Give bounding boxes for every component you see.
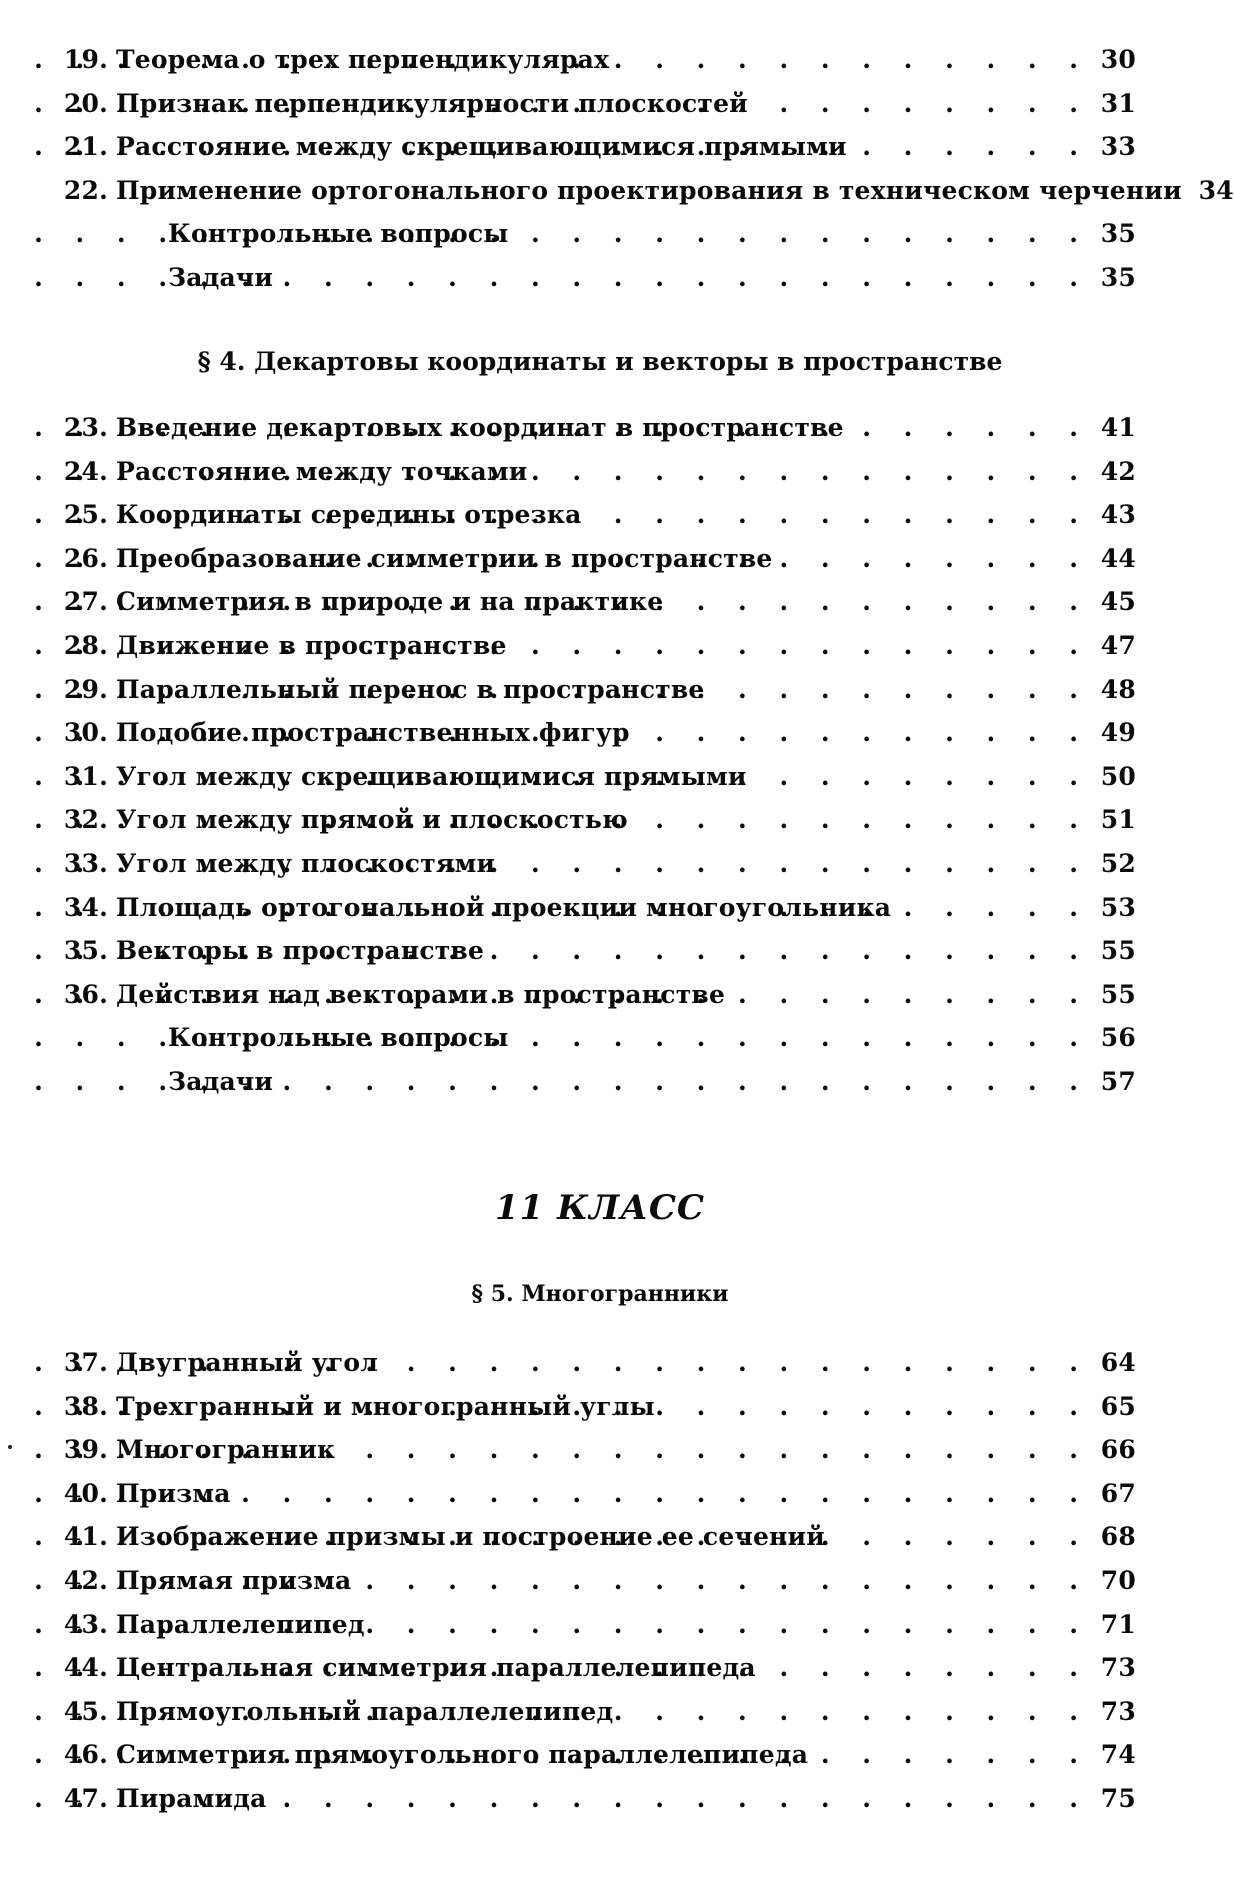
entry-title: Расстояние между скрещивающимися прямыми: [116, 132, 847, 162]
toc-block-sect5: [56, 1341, 1136, 1821]
entry-title: Векторы в пространстве: [116, 936, 485, 966]
entry-title: Пирамида: [116, 1783, 267, 1813]
toc-entry: [56, 973, 1136, 1017]
entry-page-number: 51: [1100, 805, 1136, 835]
dot-leader: [753, 755, 1090, 799]
entry-number: 38.: [63, 1391, 108, 1421]
entry-number: 45.: [63, 1696, 108, 1726]
entry-number: 27.: [63, 587, 108, 617]
entry-title: Параллельный перенос в пространстве: [116, 674, 705, 704]
entry-title: Прямая призма: [116, 1565, 352, 1595]
entry-page-number: 52: [1100, 848, 1136, 878]
entry-page-number: 55: [1100, 936, 1136, 966]
entry-number: 46.: [63, 1740, 108, 1770]
entry-page-number: 75: [1100, 1783, 1136, 1813]
entry-page-number: 49: [1100, 718, 1136, 748]
entry-number: 24.: [63, 456, 108, 486]
entry-page-number: 30: [1100, 45, 1136, 74]
entry-number: 23.: [63, 413, 108, 442]
dot-leader: [501, 842, 1090, 886]
entry-number: 28.: [63, 630, 108, 660]
entry-page-number: 57: [1100, 1066, 1136, 1096]
entry-page-number: 41: [1100, 413, 1136, 442]
dot-leader: [779, 537, 1090, 581]
toc-entry: [56, 1515, 1136, 1559]
entry-title: Введение декартовых координат в пространстве: [116, 413, 844, 442]
toc-entry: [56, 169, 1234, 213]
entry-number: 25.: [63, 500, 108, 530]
dot-leader: [669, 580, 1090, 624]
entry-number: 22.: [63, 175, 108, 205]
entry-page-number: 53: [1100, 892, 1136, 922]
entry-number: 44.: [63, 1653, 108, 1683]
entry-page-number: 34: [1198, 175, 1234, 205]
entry-title: Симметрия в природе и на практике: [116, 587, 664, 617]
dot-leader: [754, 82, 1090, 126]
toc-entry: [56, 624, 1136, 668]
dot-leader: [515, 212, 1090, 256]
entry-page-number: 68: [1100, 1522, 1136, 1552]
entry-page-number: 47: [1100, 630, 1136, 660]
dot-leader: [279, 256, 1090, 300]
toc-entry: [56, 1472, 1136, 1516]
entry-title: Центральная симметрия параллелепипеда: [116, 1653, 756, 1683]
dot-leader: [357, 1559, 1090, 1603]
entry-number: 35.: [63, 936, 108, 966]
entry-title: Двугранный угол: [116, 1348, 379, 1377]
entry-number: 33.: [63, 848, 108, 878]
entry-title: Расстояние между точками: [116, 456, 528, 486]
dot-leader: [619, 1690, 1090, 1734]
toc-entry: [56, 755, 1136, 799]
entry-title: Применение ортогонального проектирования в техническом черчении: [116, 175, 1182, 205]
toc-entry: [56, 1603, 1136, 1647]
entry-title: Трехгранный и многогранный углы: [116, 1391, 655, 1421]
dot-leader: [371, 1603, 1090, 1647]
dot-leader: [534, 450, 1090, 494]
entry-number: 29.: [63, 674, 108, 704]
dot-leader: [711, 668, 1090, 712]
entry-title: Угол между скрещивающимися прямыми: [116, 761, 747, 791]
entry-number: 31.: [63, 761, 108, 791]
entry-title: Многогранник: [116, 1435, 336, 1465]
class-heading: 11 КЛАСС: [495, 1188, 705, 1228]
toc-entry: [56, 1016, 1136, 1060]
entry-title: Прямоугольный параллелепипед: [116, 1696, 614, 1726]
dot-leader: [636, 711, 1090, 755]
toc-entry: [56, 580, 1136, 624]
toc-entry: [56, 886, 1136, 930]
entry-page-number: 35: [1100, 262, 1136, 292]
entry-title: Изображение призмы и построение ее сечений: [116, 1522, 826, 1552]
entry-page-number: 55: [1100, 979, 1136, 1009]
toc-entry: [56, 1646, 1136, 1690]
entry-page-number: 70: [1100, 1565, 1136, 1595]
toc-entry: [56, 1690, 1136, 1734]
entry-number: 30.: [63, 718, 108, 748]
toc-entry: [56, 842, 1136, 886]
dot-leader: [237, 1472, 1090, 1516]
toc-entry: [56, 1559, 1136, 1603]
entry-page-number: 66: [1100, 1435, 1136, 1465]
dot-leader: [661, 1385, 1090, 1429]
entry-number: 21.: [63, 132, 108, 162]
entry-title: Контрольные вопросы: [168, 1023, 509, 1053]
section-heading-5: § 5. Многогранники: [471, 1281, 729, 1307]
toc-entry: [56, 929, 1136, 973]
entry-number: 39.: [63, 1435, 108, 1465]
entry-number: 36.: [63, 979, 108, 1009]
entry-title: Призма: [116, 1478, 231, 1508]
dot-leader: [513, 624, 1090, 668]
dot-leader: [853, 125, 1090, 169]
entry-number: 43.: [63, 1609, 108, 1639]
entry-title: Задачи: [168, 1066, 274, 1096]
entry-title: Параллелепипед: [116, 1609, 365, 1639]
entry-number: 20.: [63, 88, 108, 118]
dot-leader: [341, 1428, 1090, 1472]
toc-entry: [56, 82, 1136, 126]
toc-entry: [56, 256, 1136, 300]
entry-page-number: 33: [1100, 132, 1136, 162]
entry-page-number: 42: [1100, 456, 1136, 486]
entry-title: Преобразование симметрии в пространстве: [116, 543, 773, 573]
entry-number: 42.: [63, 1565, 108, 1595]
entry-page-number: 43: [1100, 500, 1136, 530]
toc-entry: [56, 450, 1136, 494]
entry-number: 37.: [63, 1348, 108, 1377]
entry-title: Подобие пространственных фигур: [116, 718, 630, 748]
entry-page-number: 50: [1100, 761, 1136, 791]
entry-title: Движение в пространстве: [116, 630, 507, 660]
entry-title: Угол между прямой и плоскостью: [116, 805, 628, 835]
dot-leader: [831, 1515, 1090, 1559]
entry-page-number: 64: [1100, 1348, 1136, 1377]
toc-entry: [56, 1060, 1136, 1104]
entry-title: Признак перпендикулярности плоскостей: [116, 88, 748, 118]
entry-page-number: 67: [1100, 1478, 1136, 1508]
entry-title: Угол между плоскостями: [116, 848, 496, 878]
dot-leader: [490, 929, 1090, 973]
dot-leader: [273, 1777, 1090, 1821]
entry-page-number: 35: [1100, 219, 1136, 249]
toc-entry: [56, 1341, 1136, 1385]
dot-leader: [731, 973, 1090, 1017]
dot-leader: [279, 1060, 1090, 1104]
dot-leader: [634, 798, 1090, 842]
toc-entry: [56, 212, 1136, 256]
entry-page-number: 73: [1100, 1696, 1136, 1726]
entry-number: 40.: [63, 1478, 108, 1508]
dot-leader: [384, 1341, 1090, 1385]
dot-leader: [587, 493, 1090, 537]
toc-entry: [56, 537, 1136, 581]
toc-entry: [56, 711, 1136, 755]
entry-title: Действия над векторами в пространстве: [116, 979, 726, 1009]
toc-entry: [56, 1777, 1136, 1821]
toc-entry: [56, 1733, 1136, 1777]
entry-page-number: 74: [1100, 1740, 1136, 1770]
dot-leader: [762, 1646, 1090, 1690]
toc-entry: [56, 668, 1136, 712]
toc-entry: [56, 493, 1136, 537]
entry-number: 41.: [63, 1522, 108, 1552]
entry-title: Площадь ортогональной проекции многоугольника: [116, 892, 892, 922]
dot-leader: [814, 1733, 1090, 1777]
entry-page-number: 48: [1100, 674, 1136, 704]
entry-number: 26.: [63, 543, 108, 573]
entry-title: Координаты середины отрезка: [116, 500, 582, 530]
dot-leader: [515, 1016, 1090, 1060]
entry-number: 47.: [63, 1783, 108, 1813]
entry-title: Задачи: [168, 262, 274, 292]
stray-dot-mark: [8, 1445, 12, 1449]
toc-entry: [56, 1428, 1136, 1472]
entry-title: Теорема о трех перпендикулярах: [116, 45, 610, 74]
entry-page-number: 71: [1100, 1609, 1136, 1639]
section-heading-4: § 4. Декартовы координаты и векторы в пространстве: [197, 347, 1003, 376]
dot-leader: [615, 38, 1090, 82]
entry-page-number: 65: [1100, 1391, 1136, 1421]
dot-leader: [897, 886, 1090, 930]
toc-entry: [56, 1385, 1136, 1429]
entry-title: Симметрия прямоугольного параллелепипеда: [116, 1740, 809, 1770]
toc-entry: [56, 798, 1136, 842]
entry-number: 19.: [63, 45, 108, 74]
dot-leader: [850, 406, 1090, 450]
entry-number: 34.: [63, 892, 108, 922]
entry-number: 32.: [63, 805, 108, 835]
toc-entry: [56, 38, 1136, 82]
entry-page-number: 44: [1100, 543, 1136, 573]
entry-page-number: 56: [1100, 1023, 1136, 1053]
toc-entry: [56, 406, 1136, 450]
toc-block-sect4: [56, 406, 1136, 1104]
entry-page-number: 73: [1100, 1653, 1136, 1683]
entry-page-number: 45: [1100, 587, 1136, 617]
entry-title: Контрольные вопросы: [168, 219, 509, 249]
toc-entry: [56, 125, 1136, 169]
entry-page-number: 31: [1100, 88, 1136, 118]
toc-block-sect3: [56, 38, 1234, 300]
